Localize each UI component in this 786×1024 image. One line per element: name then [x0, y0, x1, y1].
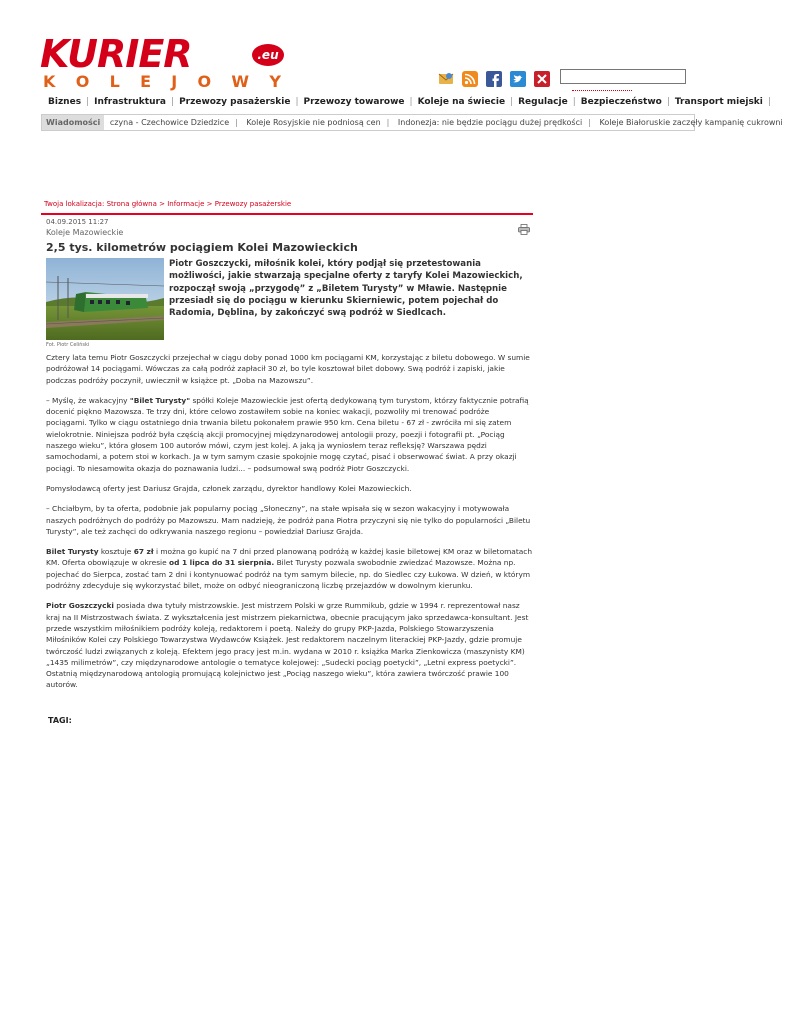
article-title: 2,5 tys. kilometrów pociągiem Kolei Mazowieckich	[46, 241, 358, 254]
tags-label: TAGI:	[48, 716, 72, 725]
news-ticker: Wiadomości czyna - Czechowice Dziedzice | Koleje Rosyjskie nie podniosą cen | Indonezja: nie będzie pociągu dużej prędkości | Koleje Białoruskie zaczęły kampanię cukrowni	[41, 114, 695, 131]
logo-kurier[interactable]: KURIER	[40, 32, 192, 76]
breadcrumb-item[interactable]: Przewozy pasażerskie	[214, 200, 292, 208]
logo-letter: E	[140, 72, 153, 91]
article-photo	[46, 258, 164, 340]
logo-kolejowy	[43, 72, 283, 91]
search-input[interactable]	[560, 69, 686, 84]
logo-eu-badge: .eu	[252, 44, 284, 66]
logo-letter: K	[43, 72, 58, 91]
nav-item-przewozy-pasazerskie[interactable]: Przewozy pasażerskie	[179, 97, 291, 107]
print-icon[interactable]	[518, 220, 530, 231]
logo-letter: O	[75, 72, 92, 91]
article-body	[46, 352, 532, 700]
article-lead: Piotr Goszczycki, miłośnik kolei, który podjął się przetestowania możliwości, jakie stwarzają specjalne oferty z taryfy Kolei Mazowieckich, rozpoczął swoją „przygodę” z „Biletem Turysty” w Mławie. Następnie przesiadł się do pociągu w kierunku Skierniewic, potem pojechał do Radomia, Dęblina, by zakończyć swą podróż w Siedlcach.	[169, 259, 523, 319]
divider	[41, 213, 533, 215]
ticker-label: Wiadomości	[42, 115, 104, 130]
article-date: 04.09.2015 11:27	[46, 218, 109, 226]
email-icon[interactable]	[438, 71, 454, 87]
nav-item-biznes[interactable]: Biznes	[48, 97, 82, 107]
twitter-icon[interactable]	[510, 71, 526, 87]
breadcrumb: Twoja lokalizacja: Strona główna > Informacje > Przewozy pasażerskie	[44, 200, 292, 208]
paragraph: Cztery lata temu Piotr Goszczycki przejechał w ciągu doby ponad 1000 km pociągami KM, korzystając z biletu dobowego. W sumie podróżował 14 pociągami. Wówczas za całą podróż zapłacił 30 zł, bo tyle kosztował bilet dobowy. Swą podróż i zapiski, jakie podczas podróży poczynił, uwiecznił w książce pt. „Doba na Mazowszu”.	[46, 353, 530, 385]
nav-item-regulacje[interactable]: Regulacje	[518, 97, 568, 107]
logo-letter: J	[171, 72, 180, 91]
paragraph: – Myślę, że wakacyjny "Bilet Turysty" spółki Koleje Mazowieckie jest ofertą dedykowaną tym turystom, którzy faktycznie potrafią docenić piękno Mazowsza. Te trzy dni, które celowo zostawiłem sobie na koniec wakacji, pozwoliły mi trenować podróże pociągami. Tylko w ciągu ostatniego dnia trwania biletu pokonałem prawie 950 km. Cena biletu - 67 zł - zwróciła mi się zatem wielokrotnie. Niniejsza podróż była częścią akcji promocyjnej międzynarodowej antologii prozy, poezji i fotografii pt. „Pociąg naszego wieku”, która głosem 100 autorów mówi, czym jest kolej. A jaką ja wyniosłem teraz refleksję? Warszawa pędzi samochodami, a potem stoi w korkach. Ja w tym samym czasie spokojnie mogę czytać, pisać i obserwować świat. A przy okazji pociągi. To niesamowita okazja do poznawania ludzi... – podsumował swą podróż Piotr Goszczycki.	[46, 395, 529, 473]
nav-item-transport-miejski[interactable]: Transport miejski	[674, 97, 763, 107]
nav-item-bezpieczenstwo[interactable]: Bezpieczeństwo	[580, 97, 662, 107]
paragraph: Pomysłodawcą oferty jest Dariusz Grajda, członek zarządu, dyrektor handlowy Kolei Mazowieckich.	[46, 483, 412, 493]
ticker-item[interactable]: Indonezja: nie będzie pociągu dużej prędkości	[397, 118, 583, 127]
facebook-icon[interactable]	[486, 71, 502, 87]
article-category[interactable]: Koleje Mazowieckie	[46, 228, 124, 237]
nav-item-infrastruktura[interactable]: Infrastruktura	[94, 97, 167, 107]
ticker-item[interactable]: Koleje Rosyjskie nie podniosą cen	[246, 118, 381, 127]
breadcrumb-prefix: Twoja lokalizacja:	[44, 200, 105, 208]
paragraph: – Chciałbym, by ta oferta, podobnie jak popularny pociąg „Słoneczny”, na stałe wpisała się w sezon wakacyjny i motywowała naszych podróżnych do podróży po Mazowszu. Mam nadzieję, że podróż pana Piotra przyczyni się nie tylko do popularności „Biletu Turysty”, ale też zachęci do odkrywania naszego regionu – powiedział Dariusz Grajda.	[46, 504, 531, 536]
logo-letter: L	[109, 72, 122, 91]
logo-letter: W	[231, 72, 252, 91]
close-icon[interactable]	[534, 71, 550, 87]
paragraph: Bilet Turysty kosztuje 67 zł i można go kupić na 7 dni przed planowaną podróżą w każdej kasie biletowej KM oraz w biletomatach KM. Oferta obowiązuje w okresie od 1 lipca do 31 sierpnia. Bilet Turysty pozwala swobodnie zwiedzać Mazowsze. Można np. pojechać do Sierpca, zostać tam 2 dni i kontynuować podróż na tym samym bilecie, np. do Siedlec czy Łukowa. W dzień, w którym podróżny zdecyduje się wykorzystać bilet, może on odbyć nieograniczoną liczbę przejazdów w dowolnym kierunku.	[46, 547, 533, 591]
logo-letter: O	[197, 72, 214, 91]
ticker-item[interactable]: czyna - Czechowice Dziedzice	[109, 118, 230, 127]
main-nav: Biznes | Infrastruktura | Przewozy pasażerskie | Przewozy towarowe | Koleje na świecie | Regulacje | Bezpieczeństwo | Transport miejski |	[44, 97, 664, 107]
logo-letter: Y	[269, 72, 283, 91]
ticker-item[interactable]: Koleje Białoruskie zaczęły kampanię cukrowni	[599, 118, 783, 127]
breadcrumb-item[interactable]: Informacje	[167, 200, 205, 208]
breadcrumb-item[interactable]: Strona główna	[106, 200, 157, 208]
paragraph: Piotr Goszczycki posiada dwa tytuły mistrzowskie. Jest mistrzem Polski w grze Rummikub, gdzie w 1994 r. reprezentował nasz kraj na II Mistrzostwach świata. Z wykształcenia jest mistrzem piekarnictwa, obecnie pracującym jako sprzedawca-konsultant. Jest przede wszystkim miłośnikiem podróży koleją, redaktorem i poetą. Należy do grupy PKP-Jazda, Polskiego Stowarzyszenia Miłośników Kolei czy Polskiego Towarzystwa Wydawców Książek. Jest redaktorem naczelnym literackiej PKP-Jazdy, gdzie promuje twórczość ludzi związanych z koleją. Efektem jego pracy jest m.in. wydana w 2010 r. książka Marka Zienkowicza (maszynisty KM) „1435 milimetrów”, czy międzynarodowe antologie o tematyce kolejowej: „Sudecki pociąg poetycki”, „Letni express poetycki”. Ostatnią międzynarodową antologią promującą kolejnictwo jest „Pociąg naszego wieku”, która zawiera twórczość prawie 100 autorów.	[46, 601, 529, 690]
nav-item-koleje-na-swiecie[interactable]: Koleje na świecie	[417, 97, 506, 107]
divider	[572, 90, 632, 93]
rss-icon[interactable]	[462, 71, 478, 87]
photo-caption: Fot. Piotr Celiński	[46, 342, 90, 348]
nav-item-przewozy-towarowe[interactable]: Przewozy towarowe	[303, 97, 405, 107]
